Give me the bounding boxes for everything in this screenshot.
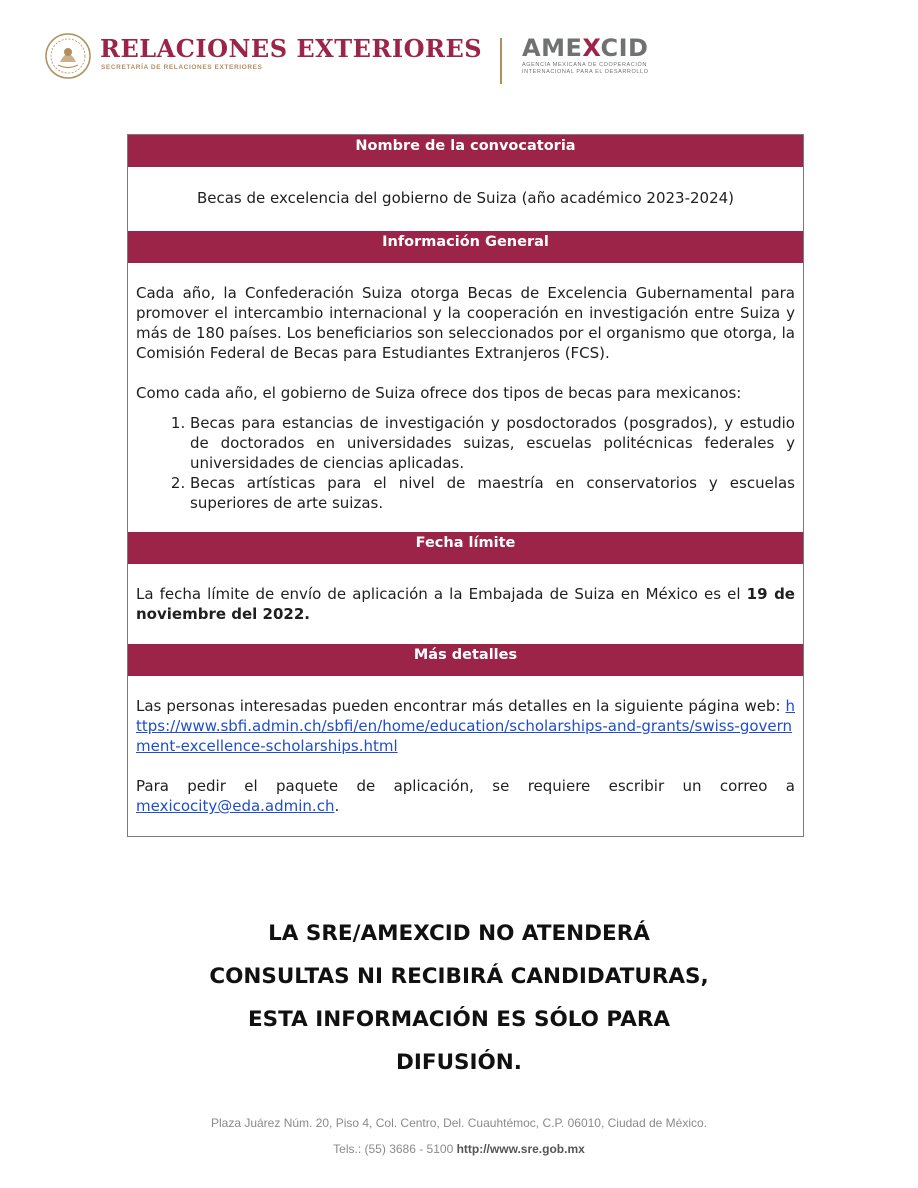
general-info-paragraph-2: Como cada año, el gobierno de Suiza ofrece dos tipos de becas para mexicanos: [136, 384, 742, 402]
section-header-more-details: Más detalles [128, 644, 803, 676]
amexcid-subtitle [522, 62, 649, 76]
footer-website-link[interactable]: http://www.sre.gob.mx [456, 1142, 585, 1156]
notice-line-2: CONSULTAS NI RECIBIRÁ CANDIDATURAS, [209, 964, 709, 989]
list-item: 2. Becas artísticas para el nivel de maestría en conservatorios y escuelas superiores de arte suizas. [190, 473, 795, 513]
section-header-general-info: Información General [128, 231, 803, 263]
footer-address: Plaza Juárez Núm. 20, Piso 4, Col. Centro, Del. Cuauhtémoc, C.P. 06010, Ciudad de México. [210, 1116, 708, 1130]
amexcid-subtitle-line1: AGENCIA MEXICANA DE COOPERACIÓN [522, 62, 647, 68]
amexcid-part-a: AME [522, 34, 583, 62]
application-request-text: Para pedir el paquete de aplicación, se requiere escribir un correo a [136, 777, 795, 795]
disclaimer-notice [0, 912, 918, 1084]
scholarship-link[interactable]: https://www.sbfi.admin.ch/sbfi/en/home/education/scholarships-and-grants/swiss-government-excellence-scholarships.html [136, 697, 795, 755]
coat-of-arms-seal-icon [44, 32, 92, 80]
general-info-body [128, 263, 803, 532]
notice-line-1: LA SRE/AMEXCID NO ATENDERÁ [268, 921, 650, 946]
call-name: Becas de excelencia del gobierno de Suiza (año académico 2023-2024) [196, 189, 735, 207]
footer-contact [0, 1142, 918, 1156]
amexcid-subtitle-line2: INTERNACIONAL PARA EL DESARROLLO [522, 69, 649, 75]
embassy-email-link[interactable]: mexicocity@eda.admin.ch [136, 797, 335, 815]
list-item: 1. Becas para estancias de investigación y posdoctorados (posgrados), y estudio de doctorados en universidades suizas, escuelas politécnicas federales y universidades de ciencias aplicadas. [190, 413, 795, 473]
footer-phone: Tels.: (55) 3686 - 5100 [333, 1142, 457, 1156]
amexcid-part-c: CID [600, 34, 649, 62]
amexcid-part-x: X [582, 34, 601, 62]
sre-subtitle: SECRETARÍA DE RELACIONES EXTERIORES [101, 64, 263, 71]
notice-line-3: ESTA INFORMACIÓN ES SÓLO PARA [247, 1007, 671, 1032]
section-header-name: Nombre de la convocatoria [128, 135, 803, 167]
deadline-body [128, 564, 803, 644]
notice-line-4: DIFUSIÓN. [396, 1050, 522, 1075]
deadline-date: 19 de noviembre del 2022. [136, 585, 795, 623]
general-info-paragraph-1: Cada año, la Confederación Suiza otorga Becas de Excelencia Gubernamental para promover el intercambio internacional y la cooperación en investigación entre Suiza y más de 180 países. Los beneficiarios son seleccionados por el organismo que otorga, la Comisión Federal de Becas para Estudiantes Extranjeros (FCS). [136, 284, 796, 362]
deadline-text: La fecha límite de envío de aplicación a la Embajada de Suiza en México es el [136, 585, 747, 603]
amexcid-logo [522, 34, 648, 62]
call-info-table [127, 134, 804, 837]
scholarship-types-list [136, 413, 795, 513]
email-period: . [334, 797, 340, 815]
sre-title: RELACIONES EXTERIORES [100, 34, 483, 63]
details-text: Las personas interesadas pueden encontrar más detalles en la siguiente página web: [136, 697, 786, 715]
section-header-deadline: Fecha límite [128, 532, 803, 564]
details-body [128, 676, 803, 836]
letterhead [44, 30, 704, 86]
header-divider [500, 38, 502, 84]
